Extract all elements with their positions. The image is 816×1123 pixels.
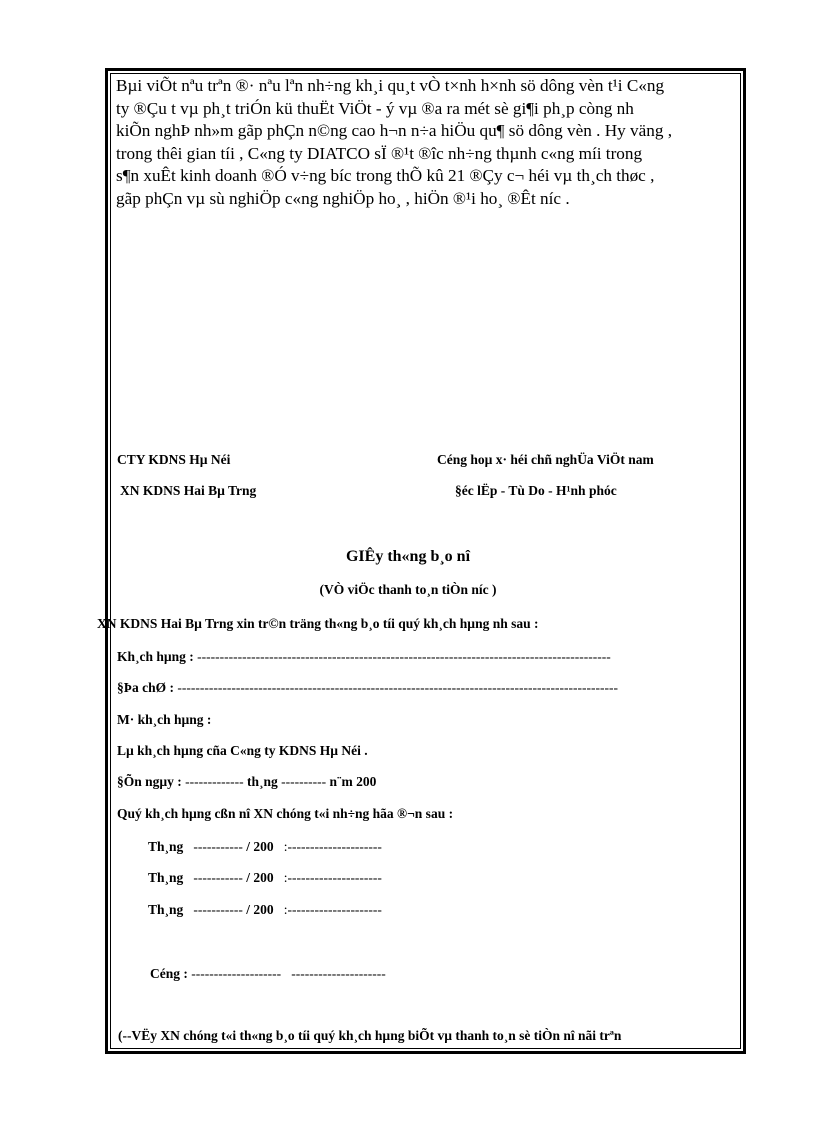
intro-line: gãp phÇn vµ sù nghiÖp c«ng nghiÖp ho¸ , hiÖn ®¹i ho¸ ®Êt níc . [116,188,570,208]
month-row [148,839,382,855]
intro-line: ty ®Çu t vµ ph¸t triÓn kü thuËt ViÖt - ý vµ ®a ra mét sè gi¶i ph¸p còng nh [116,98,634,118]
intro-paragraph [116,75,740,210]
customer-row [117,649,611,665]
intro-line: s¶n xuÊt kinh doanh ®Ó v÷ng bíc trong thÕ kû 21 ®Çy c¬ héi vµ th¸ch thøc , [116,166,655,185]
address-label: §Þa chØ : [117,680,174,695]
amount-blank: :--------------------- [283,902,382,917]
month-label: Th¸ng [148,902,184,917]
footer-line: (--VËy XN chóng t«i th«ng b¸o tíi quý kh¸ch hµng biÕt vµ thanh to¸n sè tiÒn nî nãi trªn [118,1028,622,1043]
address-row [117,680,618,696]
total-blank-2: --------------------- [291,966,386,981]
notice-subtitle: (VÒ viÖc thanh to¸n tiÒn níc ) [319,582,497,597]
notice-intro: XN KDNS Hai Bµ Trng xin tr©n träng th«ng b¸o tíi quý kh¸ch hµng nh sau : [97,616,539,631]
customer-code-label: M· kh¸ch hµng : [117,712,212,727]
month-word: th¸ng [247,774,278,789]
month-blank: ----------- [193,839,243,854]
customer-of-company: Lµ kh¸ch hµng cña C«ng ty KDNS Hµ Néi . [117,743,368,758]
month-blank: ---------- [281,774,327,789]
notice-title: GIÊy th«ng b¸o nî [345,548,471,565]
national-motto: Céng hoµ x· héi chñ nghÜa ViÖt nam [437,452,654,467]
intro-line: trong thêi gian tíi , C«ng ty DIATCO sÏ ®¹t ®îc nh÷ng thµnh c«ng míi trong [116,143,643,163]
total-row [150,966,386,982]
month-row [148,870,382,886]
customer-blank: -------------------------------------------------------------------------------------------- [197,649,611,664]
customer-label: Kh¸ch hµng : [117,649,194,664]
national-slogan: §éc lËp - Tù Do - H¹nh phóc [455,483,617,498]
month-label: Th¸ng [148,870,184,885]
outstanding-invoices-line: Quý kh¸ch hµng cßn nî XN chóng t«i nh÷ng hãa ®¬n sau : [117,806,454,821]
enterprise-name: XN KDNS Hai Bµ Trng [120,483,257,498]
date-prefix: §Õn ngµy : [117,774,182,789]
year-label: / 200 [246,870,274,885]
day-blank: ------------- [185,774,244,789]
address-blank: -------------------------------------------------------------------------------------------------- [177,680,618,695]
date-row [117,774,376,790]
amount-blank: :--------------------- [283,870,382,885]
month-blank: ----------- [193,902,243,917]
intro-line: kiÕn nghÞ nh»m gãp phÇn n©ng cao h¬n n÷a hiÖu qu¶ sö dông vèn . Hy väng , [116,121,673,140]
month-blank: ----------- [193,870,243,885]
month-row [148,902,382,918]
year-label: / 200 [246,839,274,854]
total-blank-1: -------------------- [191,966,282,981]
company-name: CTY KDNS Hµ Néi [117,452,231,467]
year-label: / 200 [246,902,274,917]
total-label: Céng : [150,966,188,981]
month-label: Th¸ng [148,839,184,854]
amount-blank: :--------------------- [283,839,382,854]
intro-line: Bµi viÕt nªu trªn ®· nªu lªn nh÷ng kh¸i qu¸t vÒ t×nh h×nh sö dông vèn t¹i C«ng [116,76,665,95]
year-word: n¨m 200 [329,774,377,789]
